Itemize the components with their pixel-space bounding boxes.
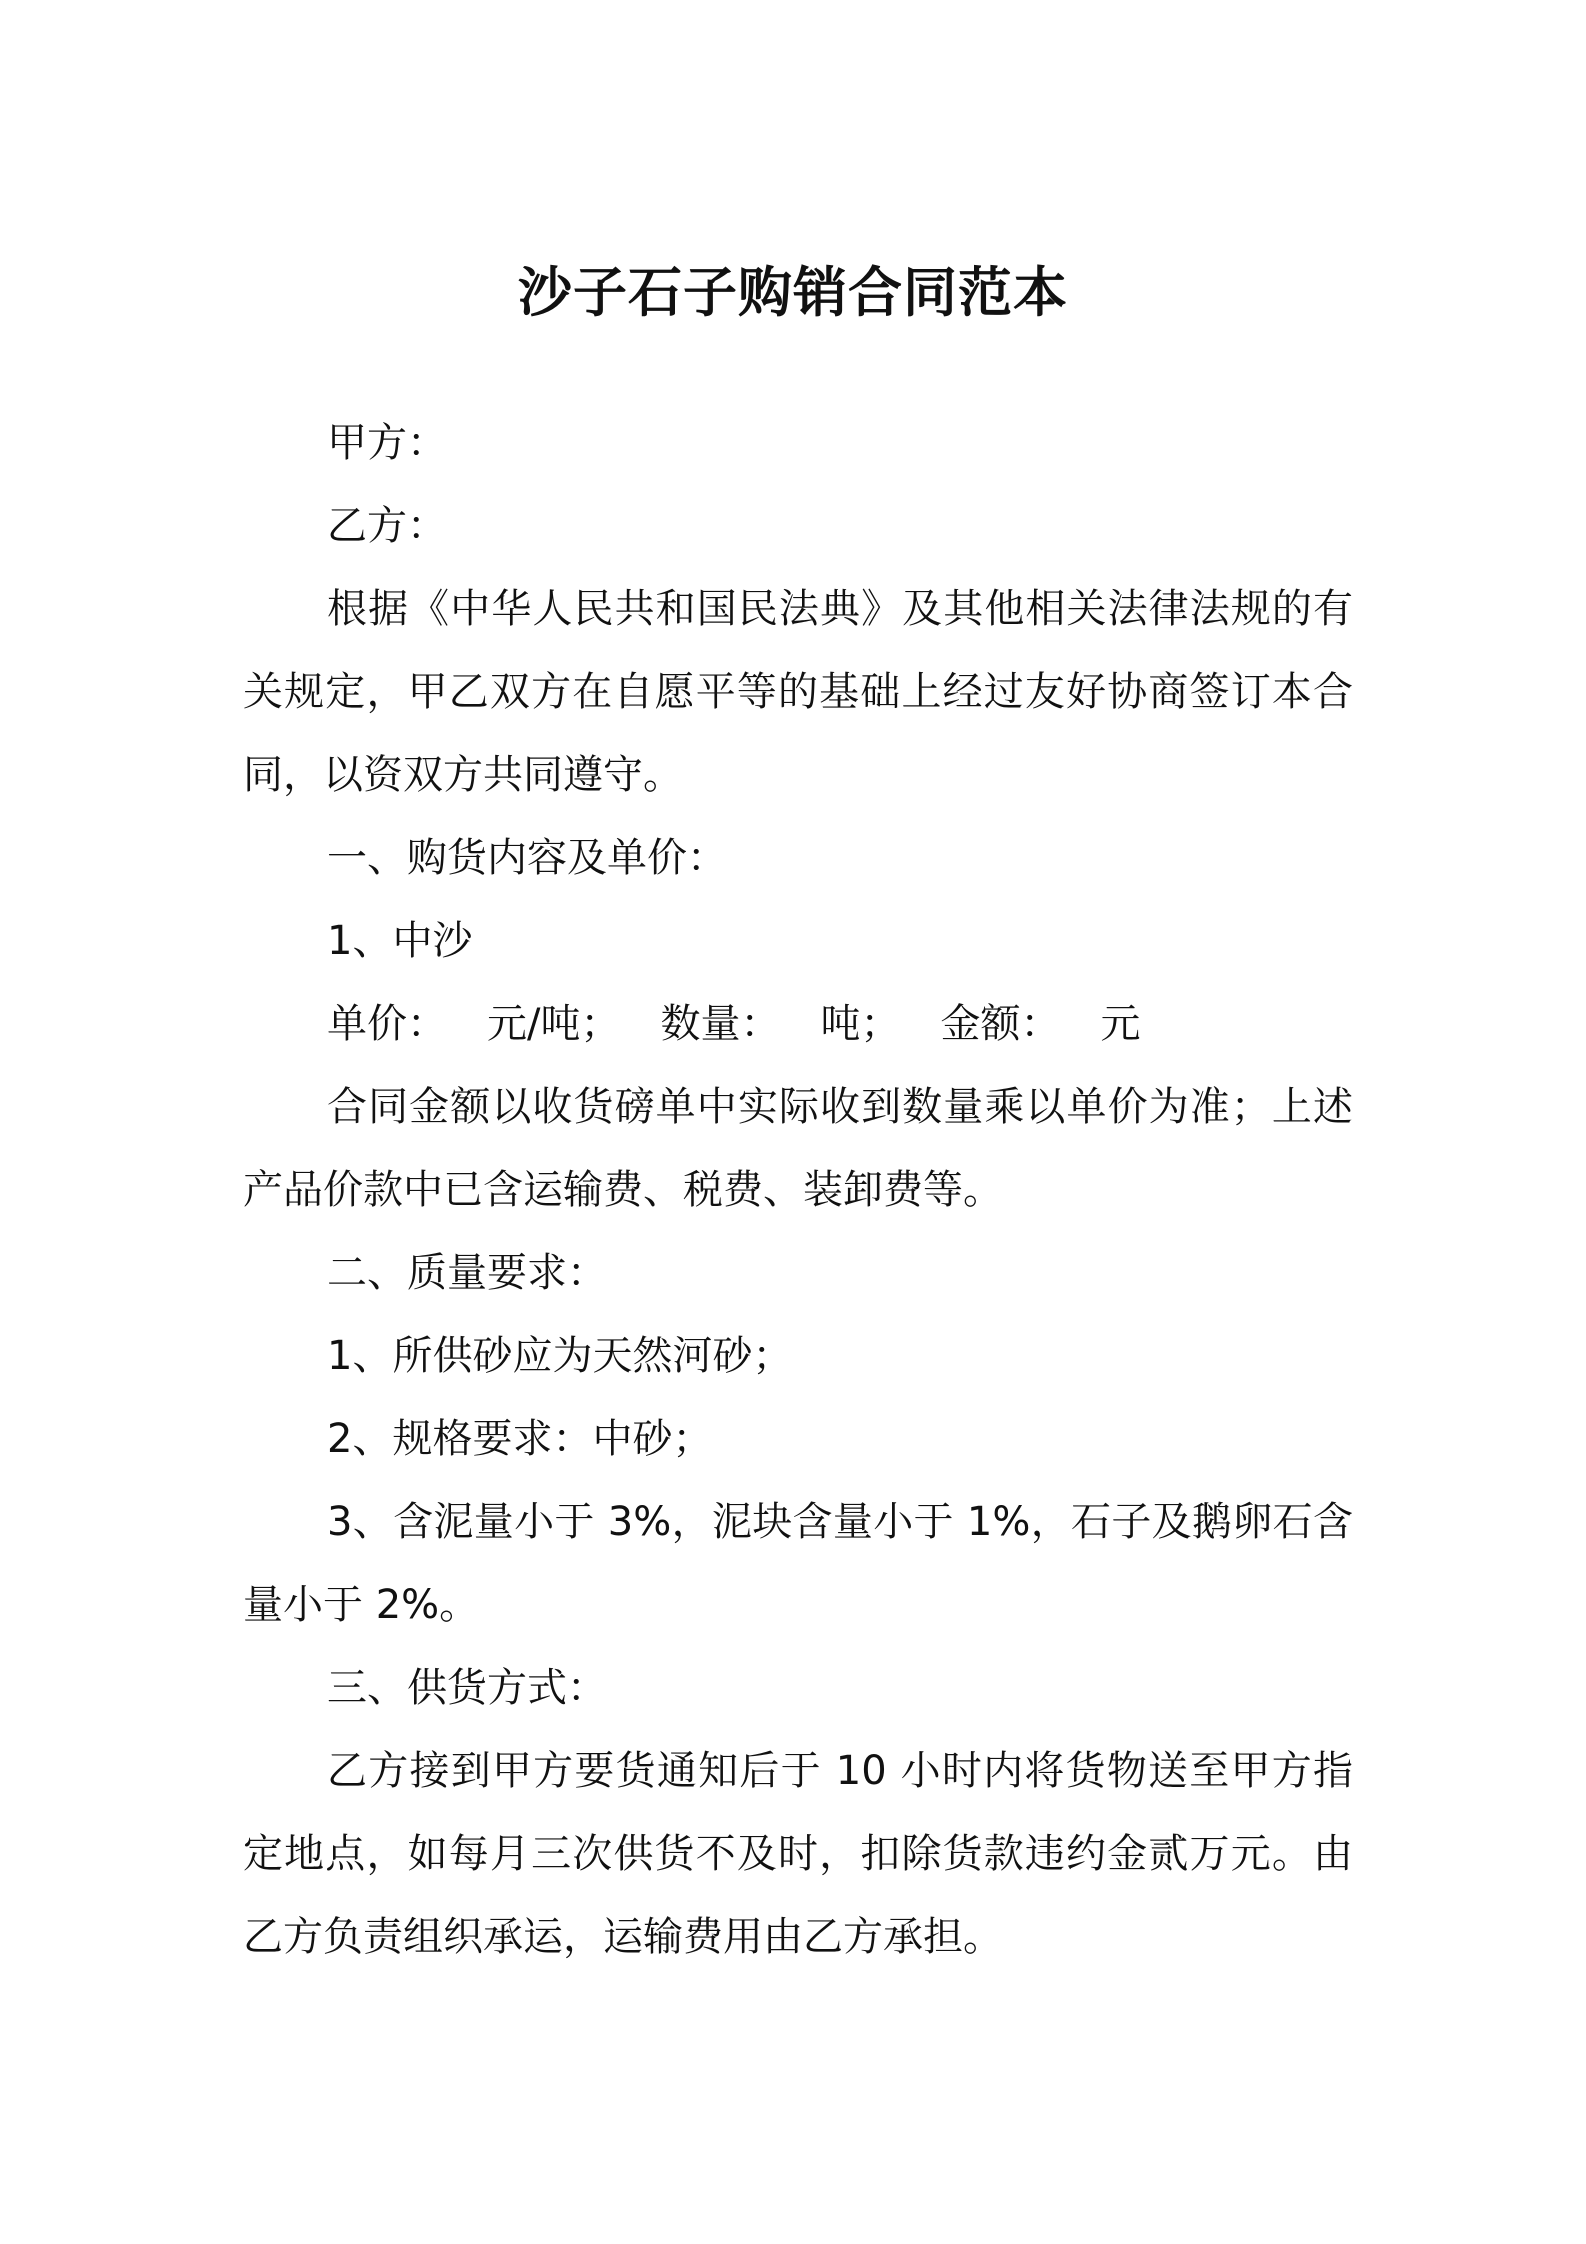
unit-price-unit: 元/吨； <box>487 1001 621 1047</box>
section3-heading: 三、供货方式： <box>327 1665 607 1711</box>
party-a-line: 甲方： <box>327 420 447 466</box>
quantity-unit: 吨； <box>820 1001 901 1047</box>
quantity-label: 数量： <box>660 1001 781 1047</box>
section2-heading: 二、质量要求： <box>327 1250 607 1296</box>
preamble-paragraph: 根据《中华人民共和国民法典》及其他相关法律法规的有关规定，甲乙双方在自愿平等的基础上经过友好协商签订本合同，以资双方共同遵守。 <box>243 586 1353 798</box>
document-body <box>243 402 1353 1979</box>
section2-item-1: 1、所供砂应为天然河砂； <box>327 1333 793 1379</box>
section1-item1: 1、中沙 <box>327 918 473 964</box>
section3-text: 乙方接到甲方要货通知后于 10 小时内将货物送至甲方指定地点，如每月三次供货不及时，扣除货款违约金贰万元。由乙方负责组织承运，运输费用由乙方承担。 <box>243 1748 1353 1960</box>
amount-unit: 元 <box>1100 1001 1141 1047</box>
section1-heading: 一、购货内容及单价： <box>327 835 727 881</box>
party-b-line: 乙方： <box>327 503 447 549</box>
unit-price-label: 单价： <box>327 1001 447 1047</box>
section1-note: 合同金额以收货磅单中实际收到数量乘以单价为准；上述产品价款中已含运输费、税费、装卸费等。 <box>243 1084 1353 1213</box>
section2-item-3: 3、含泥量小于 3%，泥块含量小于 1%，石子及鹅卵石含量小于 2%。 <box>243 1499 1353 1628</box>
price-line <box>243 983 1353 1066</box>
amount-label: 金额： <box>940 1001 1061 1047</box>
document-title: 沙子石子购销合同范本 <box>518 261 1068 324</box>
section2-item-2: 2、规格要求：中砂； <box>327 1416 713 1462</box>
